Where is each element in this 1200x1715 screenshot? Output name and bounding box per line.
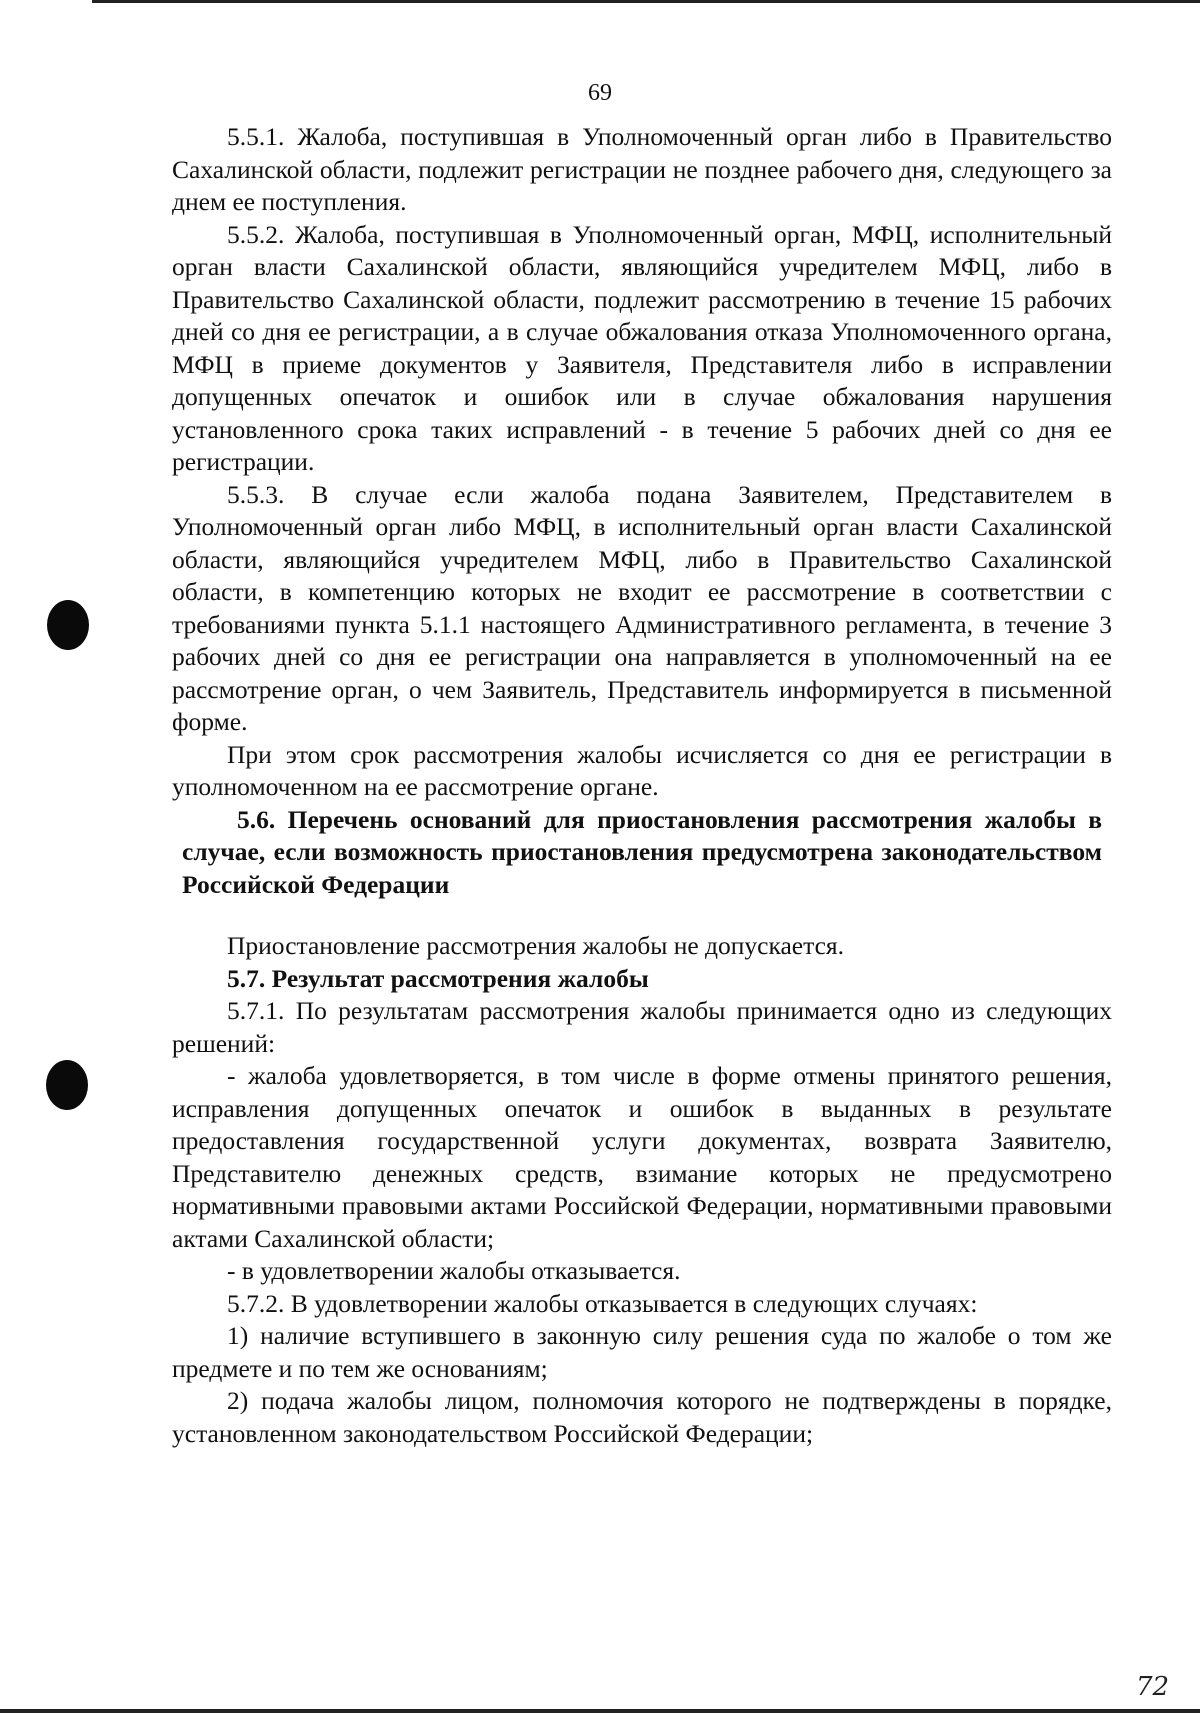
paragraph-5-7-2: 5.7.2. В удовлетворении жалобы отказывается в следующих случаях: — [227, 1288, 978, 1318]
section-heading-5-7: 5.7. Результат рассмотрения жалобы — [227, 963, 649, 993]
page-number: 69 — [588, 80, 612, 106]
list-item-unconfirmed-authority: 2) подача жалобы лицом, полномочия которого не подтверждены в порядке, установленном законодательством Российской Федерации; — [172, 1386, 1112, 1448]
paragraph-suspension: Приостановление рассмотрения жалобы не допускается. — [227, 931, 845, 960]
handwritten-page-number: 72 — [1136, 1672, 1170, 1702]
paragraph-5-7-1: 5.7.1. По результатам рассмотрения жалобы принимается одно из следующих решений: — [172, 996, 1112, 1058]
paragraph-5-5-1: 5.5.1. Жалоба, поступившая в Уполномоченный орган либо в Правительство Сахалинской области, подлежит регистрации не позднее рабочего дня, следующего за днем ее поступления. — [172, 122, 1112, 216]
paragraph-term-note: При этом срок рассмотрения жалобы исчисляется со дня ее регистрации в уполномоченном на ее рассмотрение органе. — [172, 739, 1112, 801]
top-scan-rule — [92, 0, 1200, 3]
list-item-refused: - в удовлетворении жалобы отказывается. — [227, 1256, 681, 1285]
punch-hole-bottom — [46, 1060, 88, 1110]
punch-hole-top — [47, 600, 89, 650]
list-item-court-decision: 1) наличие вступившего в законную силу решения суда по жалобе о том же предмете и по тем же основаниям; — [172, 1321, 1112, 1383]
bottom-scan-rule — [0, 1709, 1200, 1713]
document-body — [172, 121, 1112, 1450]
section-heading-5-6: 5.6. Перечень оснований для приостановления рассмотрения жалобы в случае, если возможность приостановления предусмотрена законодательством Российской Федерации — [182, 804, 1102, 899]
list-item-satisfied: - жалоба удовлетворяется, в том числе в форме отмены принятого решения, исправления допущенных опечаток и ошибок в выданных в результате предоставления государственной услуги документах, возврата Заявителю, Представителю денежных средств, взимание которых не предусмотрено нормативными правовыми актами Российской Федерации, нормативными правовыми актами Сахалинской области; — [172, 1061, 1112, 1253]
paragraph-5-5-2: 5.5.2. Жалоба, поступившая в Уполномоченный орган, МФЦ, исполнительный орган власти Сахалинской области, являющийся учредителем МФЦ, либо в Правительство Сахалинской области, подлежит рассмотрению в течение 15 рабочих дней со дня ее регистрации, а в случае обжалования отказа Уполномоченного органа, МФЦ в приеме документов у Заявителя, Представителя либо в исправлении допущенных опечаток и ошибок или в случае обжалования нарушения установленного срока таких исправлений - в течение 5 рабочих дней со дня ее регистрации. — [172, 219, 1112, 476]
paragraph-5-5-3: 5.5.3. В случае если жалоба подана Заявителем, Представителем в Уполномоченный орган либо МФЦ, в исполнительный орган власти Сахалинской области, являющийся учредителем МФЦ, либо в Правительство Сахалинской области, в компетенцию которых не входит ее рассмотрение в соответствии с требованиями пункта 5.1.1 настоящего Административного регламента, в течение 3 рабочих дней со дня ее регистрации она направляется в уполномоченный на ее рассмотрение орган, о чем Заявитель, Представитель информируется в письменной форме. — [172, 479, 1112, 736]
